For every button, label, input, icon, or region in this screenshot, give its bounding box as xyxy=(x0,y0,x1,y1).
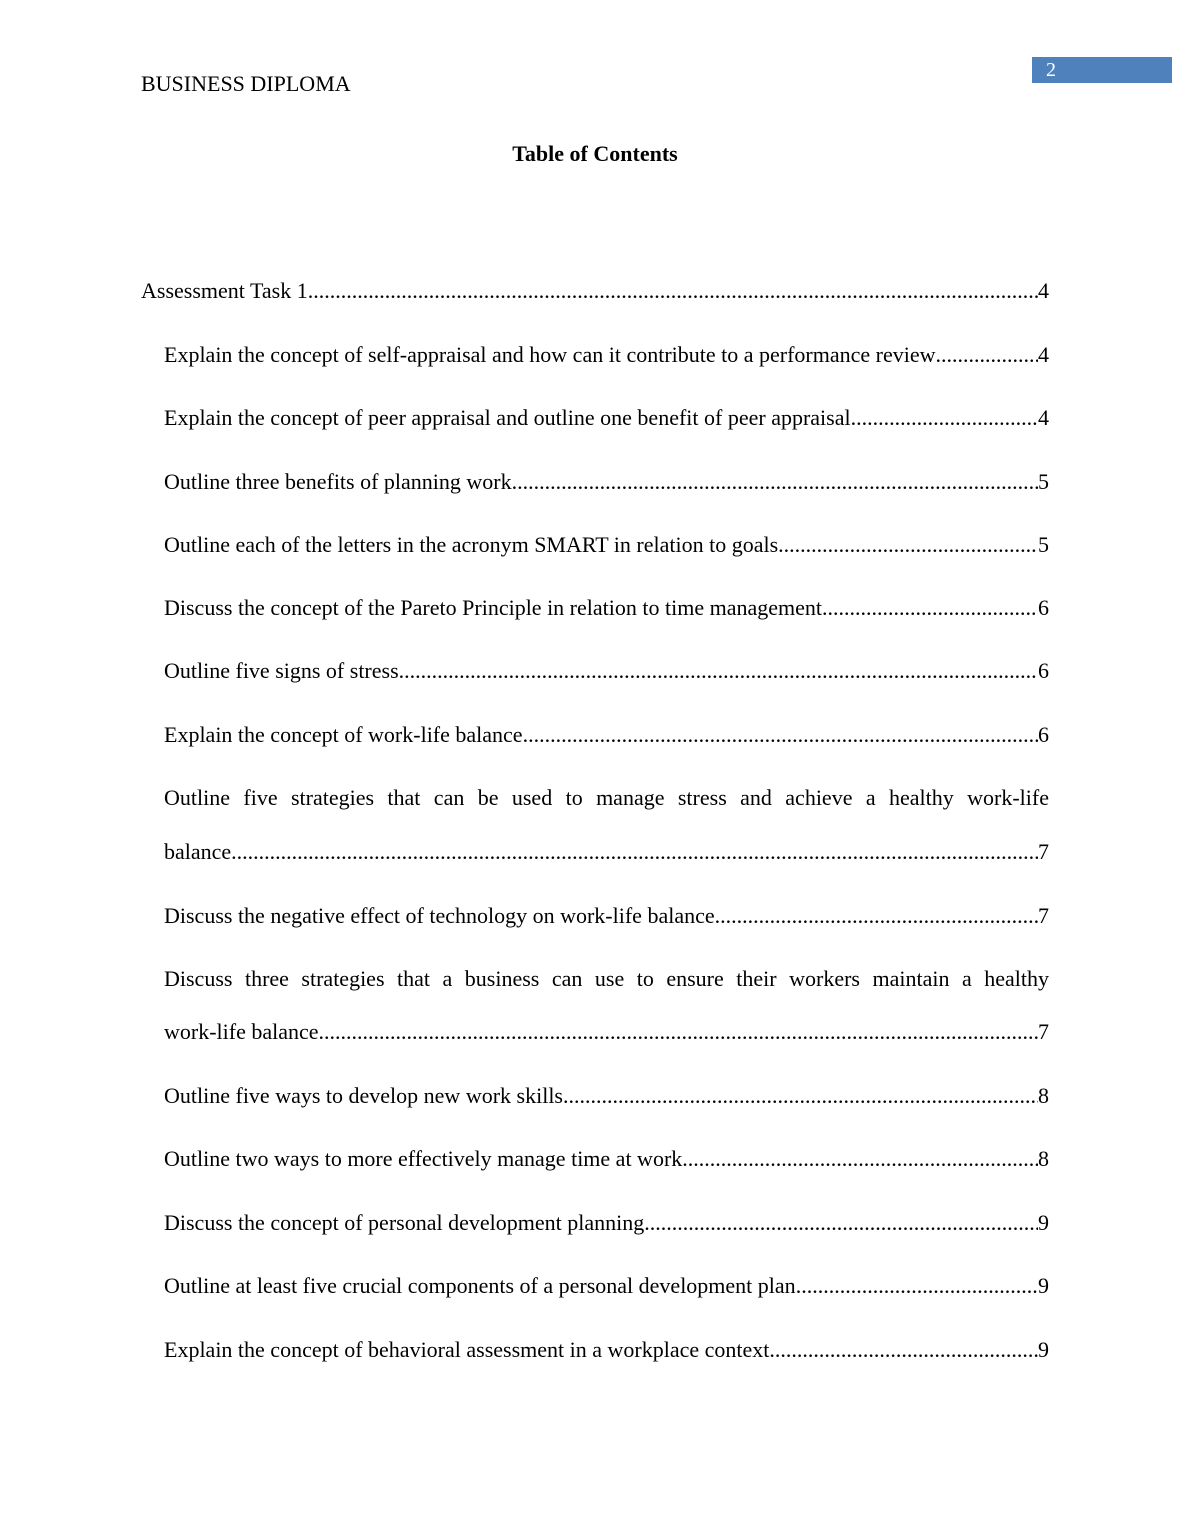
toc-entry-text: Outline five ways to develop new work skills xyxy=(164,1083,563,1108)
toc-entry-text: Assessment Task 1 xyxy=(141,278,308,303)
toc-entry-text: Outline at least five crucial components of a personal development plan xyxy=(164,1273,796,1298)
toc-entry-text: balance xyxy=(164,839,232,864)
toc-leader-dots xyxy=(523,721,1038,749)
toc-entry-text: Outline three benefits of planning work xyxy=(164,469,512,494)
toc-entry-page: 6 xyxy=(1038,658,1049,683)
toc-entry-page: 7 xyxy=(1038,839,1049,864)
toc-entry-planning-work[interactable] xyxy=(164,468,1049,496)
toc-leader-dots xyxy=(796,1272,1038,1300)
toc-entry-text: Discuss the concept of personal development planning xyxy=(164,1210,645,1235)
toc-leader-dots xyxy=(851,404,1038,432)
toc-entry-text: Discuss the negative effect of technology on work-life balance xyxy=(164,903,715,928)
toc-entry-page: 9 xyxy=(1038,1273,1049,1298)
toc-entry-stress-strategies-line1[interactable]: Outline five strategies that can be used to manage stress and achieve a healthy work-life xyxy=(164,785,1049,810)
toc-entry-page: 7 xyxy=(1038,1019,1049,1044)
toc-leader-dots xyxy=(563,1082,1038,1110)
toc-entry-page: 6 xyxy=(1038,595,1049,620)
toc-entry-signs-of-stress[interactable] xyxy=(164,657,1049,685)
toc-leader-dots xyxy=(644,1209,1038,1237)
toc-entry-personal-development-planning[interactable] xyxy=(164,1209,1049,1237)
toc-entry-page: 4 xyxy=(1038,342,1049,367)
running-header: BUSINESS DIPLOMA xyxy=(141,71,351,96)
toc-entry-text: Explain the concept of work-life balance xyxy=(164,722,523,747)
toc-entry-manage-time[interactable] xyxy=(164,1145,1049,1173)
toc-entry-behavioral-assessment[interactable] xyxy=(164,1336,1049,1364)
toc-entry-text: Outline each of the letters in the acronym SMART in relation to goals xyxy=(164,532,779,557)
toc-leader-dots xyxy=(822,594,1038,622)
toc-entry-page: 4 xyxy=(1038,278,1049,303)
toc-leader-dots xyxy=(778,531,1038,559)
toc-entry-page: 4 xyxy=(1038,405,1049,430)
toc-entry-page: 8 xyxy=(1038,1083,1049,1108)
toc-entry-page: 8 xyxy=(1038,1146,1049,1171)
toc-entry-assessment-task-1[interactable] xyxy=(141,277,1049,305)
toc-entry-development-plan-components[interactable] xyxy=(164,1272,1049,1300)
toc-leader-dots xyxy=(308,277,1038,305)
toc-heading: Table of Contents xyxy=(512,141,678,166)
toc-entry-business-strategies-line1[interactable]: Discuss three strategies that a business can use to ensure their workers maintain a healthy xyxy=(164,966,1049,991)
toc-entry-text: Outline five signs of stress xyxy=(164,658,399,683)
toc-leader-dots xyxy=(682,1145,1038,1173)
toc-entry-page: 5 xyxy=(1038,469,1049,494)
toc-entry-text: Explain the concept of peer appraisal and outline one benefit of peer appraisal xyxy=(164,405,851,430)
toc-entry-page: 5 xyxy=(1038,532,1049,557)
toc-entry-technology-effect[interactable] xyxy=(164,902,1049,930)
toc-entry-text: Explain the concept of behavioral assessment in a workplace context xyxy=(164,1337,770,1362)
toc-entry-stress-strategies[interactable] xyxy=(164,838,1049,866)
toc-entry-text: Outline two ways to more effectively manage time at work xyxy=(164,1146,683,1171)
page-number-badge: 2 xyxy=(1032,57,1172,83)
toc-leader-dots xyxy=(715,902,1038,930)
toc-leader-dots xyxy=(319,1018,1038,1046)
toc-leader-dots xyxy=(769,1336,1038,1364)
toc-entry-pareto-principle[interactable] xyxy=(164,594,1049,622)
toc-entry-business-strategies[interactable] xyxy=(164,1018,1049,1046)
toc-entry-self-appraisal[interactable] xyxy=(164,341,1049,369)
toc-entry-text: work-life balance xyxy=(164,1019,319,1044)
toc-entry-page: 7 xyxy=(1038,903,1049,928)
toc-entry-text: Explain the concept of self-appraisal and how can it contribute to a performance review xyxy=(164,342,936,367)
toc-entry-page: 9 xyxy=(1038,1210,1049,1235)
toc-entry-new-work-skills[interactable] xyxy=(164,1082,1049,1110)
toc-leader-dots xyxy=(936,341,1038,369)
toc-entry-page: 9 xyxy=(1038,1337,1049,1362)
toc-leader-dots xyxy=(231,838,1038,866)
toc-entry-text: Discuss the concept of the Pareto Principle in relation to time management xyxy=(164,595,822,620)
toc-leader-dots xyxy=(512,468,1038,496)
toc-entry-smart-goals[interactable] xyxy=(164,531,1049,559)
toc-entry-work-life-balance[interactable] xyxy=(164,721,1049,749)
toc-leader-dots xyxy=(399,657,1038,685)
toc-entry-peer-appraisal[interactable] xyxy=(164,404,1049,432)
toc-entry-page: 6 xyxy=(1038,722,1049,747)
